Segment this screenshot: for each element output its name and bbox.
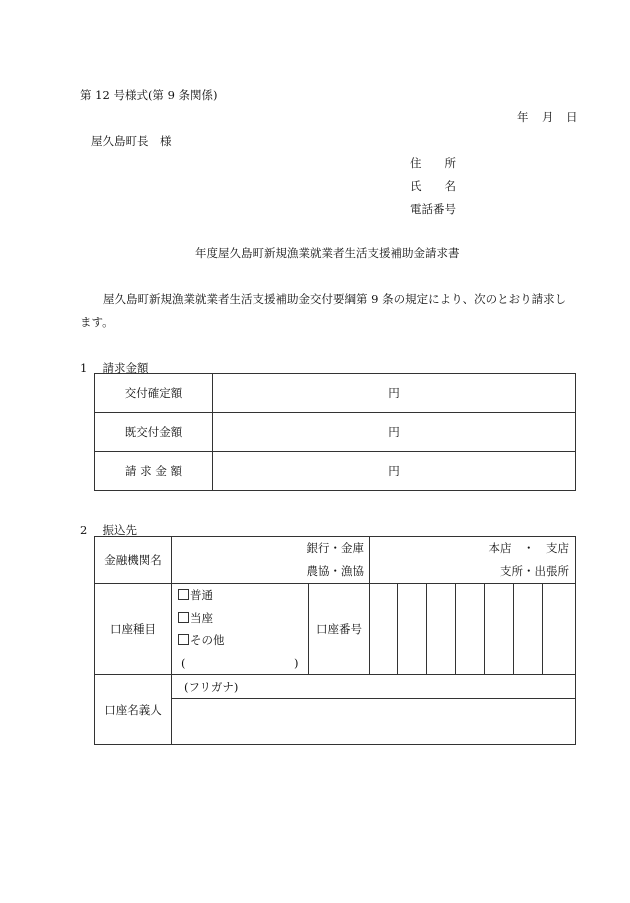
institution-label: 金融機関名 — [95, 537, 172, 584]
body-text-line1: 屋久島町新規漁業就業者生活支援補助金交付要綱第 9 条の規定により、次のとおり請求し — [103, 292, 567, 306]
amount-row-confirmed — [95, 374, 576, 413]
confirmed-amount-label: 交付確定額 — [95, 374, 213, 413]
body-text-line2: ます。 — [80, 315, 114, 329]
addressee: 屋久島町長 様 — [91, 134, 172, 148]
account-number-label: 口座番号 — [309, 584, 370, 675]
document-title: 年度屋久島町新規漁業就業者生活支援補助金請求書 — [195, 246, 460, 260]
checkbox-icon[interactable] — [178, 589, 189, 600]
applicant-name-label: 氏 名 — [410, 179, 456, 193]
bank-type-line2: 農協・漁協 — [306, 564, 364, 578]
section1-heading: 1 請求金額 — [80, 361, 149, 375]
furigana-field[interactable] — [172, 675, 576, 699]
account-digit-cell[interactable] — [427, 584, 456, 675]
applicant-address-label: 住 所 — [410, 156, 456, 170]
holder-name-field[interactable] — [172, 699, 576, 745]
bank-type-line1: 銀行・金庫 — [306, 541, 364, 555]
account-digit-cell[interactable] — [514, 584, 543, 675]
amount-row-paid — [95, 413, 576, 452]
account-type-options — [172, 584, 309, 675]
date-year: 年 — [517, 110, 529, 124]
form-number: 第 12 号様式(第 9 条関係) — [80, 88, 218, 102]
applicant-phone-label: 電話番号 — [410, 202, 456, 216]
furigana-label: (フリガナ) — [184, 679, 239, 694]
amount-table — [94, 373, 576, 491]
holder-label: 口座名義人 — [95, 675, 172, 745]
branch-type-line1: 本店 ・ 支店 — [488, 541, 569, 555]
paid-amount-label: 既交付金額 — [95, 413, 213, 452]
confirmed-amount-unit: 円 — [213, 374, 576, 413]
paid-amount-unit: 円 — [213, 413, 576, 452]
branch-type-line2: 支所・出張所 — [500, 564, 569, 578]
request-amount-unit: 円 — [213, 452, 576, 491]
account-digit-cell[interactable] — [370, 584, 398, 675]
section2-heading: 2 振込先 — [80, 523, 137, 537]
branch-type-cell — [370, 537, 576, 584]
furigana-row — [95, 675, 576, 699]
transfer-table — [94, 536, 576, 745]
account-digit-cell[interactable] — [456, 584, 485, 675]
account-digit-cell[interactable] — [543, 584, 576, 675]
account-type-option-current[interactable]: 当座 — [178, 607, 308, 630]
checkbox-icon[interactable] — [178, 634, 189, 645]
other-type-input[interactable]: ( ) — [181, 655, 299, 670]
account-type-option-other[interactable]: その他 — [178, 629, 308, 652]
date-month: 月 — [542, 110, 554, 124]
account-row — [95, 584, 576, 675]
account-digit-cell[interactable] — [485, 584, 514, 675]
date-day: 日 — [566, 110, 578, 124]
account-type-option-ordinary[interactable]: 普通 — [178, 584, 308, 607]
institution-row — [95, 537, 576, 584]
bank-type-cell — [172, 537, 370, 584]
amount-row-request — [95, 452, 576, 491]
request-amount-label: 請 求 金 額 — [95, 452, 213, 491]
checkbox-icon[interactable] — [178, 612, 189, 623]
account-type-label: 口座種目 — [95, 584, 172, 675]
account-digit-cell[interactable] — [398, 584, 427, 675]
